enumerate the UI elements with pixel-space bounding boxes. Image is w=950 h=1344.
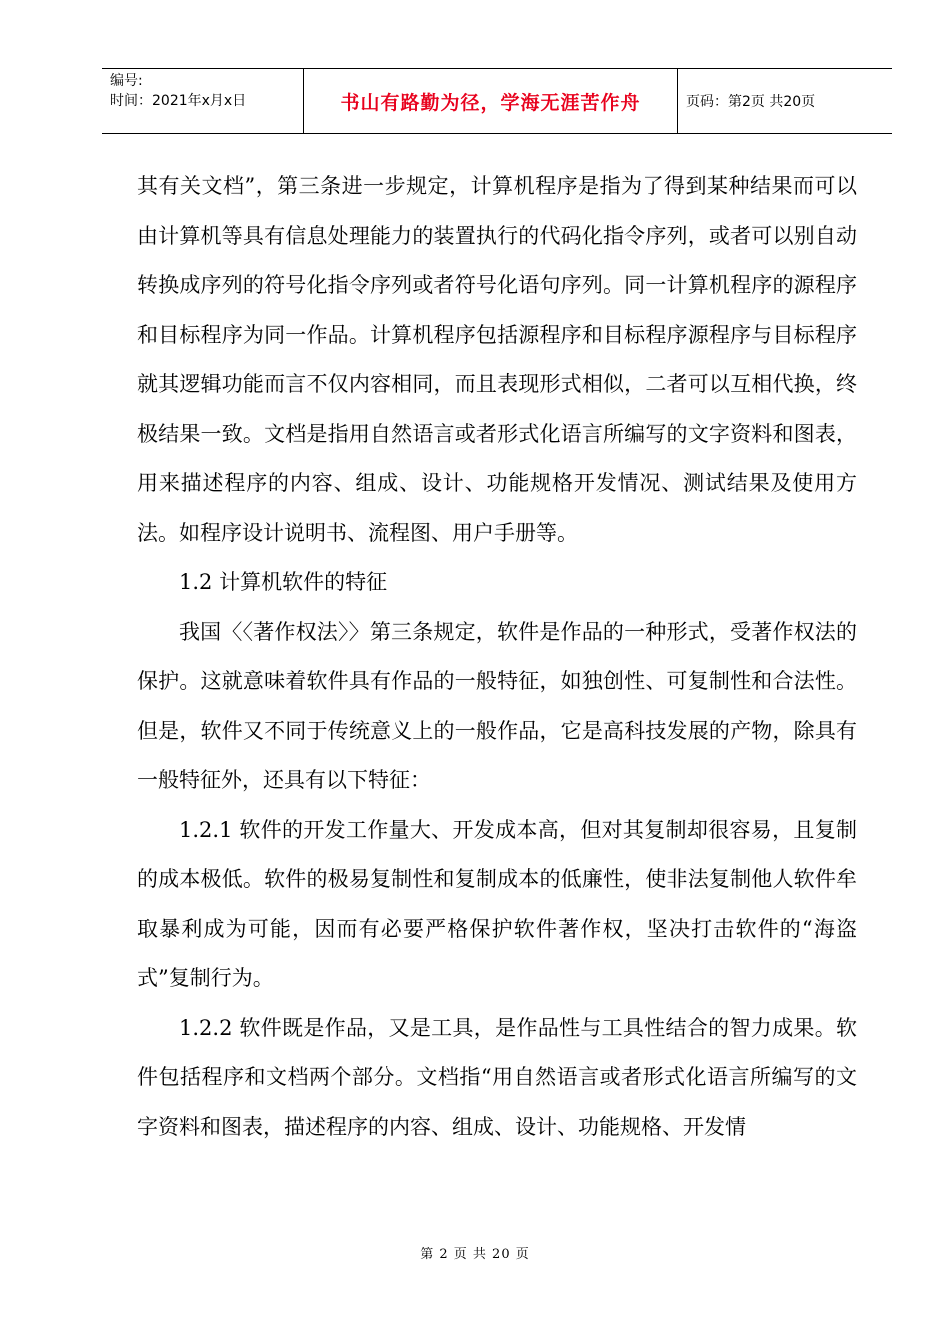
section-heading: 1.2 计算机软件的特征 xyxy=(179,570,388,594)
body-paragraph: 我国〈〈著作权法〉〉第三条规定，软件是作品的一种形式，受著作权法的保护。这就意味着软件具有作品的一般特征，如独创性、可复制性和合法性。但是，软件又不同于传统意义上的一般作品，它是高科技发展的产物，除具有一般特征外，还具有以下特征： xyxy=(137,619,857,792)
document-number-label: 编号: xyxy=(110,73,143,89)
body-paragraph: 1.2.1 软件的开发工作量大、开发成本高，但对其复制却很容易，且复制的成本极低。软件的极易复制性和复制成本的低廉性，使非法复制他人软件牟取暴利成为可能，因而有必要严格保护软件著作权，坚决打击软件的“海盗式”复制行为。 xyxy=(137,817,857,990)
body-paragraph: 1.2.2 软件既是作品，又是工具，是作品性与工具性结合的智力成果。软件包括程序和文档两个部分。文档指“用自然语言或者形式化语言所编写的文字资料和图表，描述程序的内容、组成、设计、功能规格、开发情 xyxy=(137,1015,857,1139)
document-body xyxy=(137,162,857,1152)
page-footer: 第 2 页 共 20 页 xyxy=(420,1247,530,1262)
page-header xyxy=(102,68,892,134)
body-paragraph: 其有关文档”，第三条进一步规定，计算机程序是指为了得到某种结果而可以由计算机等具有信息处理能力的装置执行的代码化指令序列，或者可以别自动转换成序列的符号化指令序列或者符号化语句序列。同一计算机程序的源程序和目标程序为同一作品。计算机程序包括源程序和目标程序源程序与目标程序就其逻辑功能而言不仅内容相同，而且表现形式相似，二者可以互相代换，终极结果一致。文档是指用自然语言或者形式化语言所编写的文字资料和图表，用来描述程序的内容、组成、设计、功能规格开发情况、测试结果及使用方法。如程序设计说明书、流程图、用户手册等。 xyxy=(137,174,857,545)
header-motto-cell xyxy=(304,69,678,133)
header-motto: 书山有路勤为径，学海无涯苦作舟 xyxy=(340,91,641,114)
header-page-info: 页码：第2页 共20页 xyxy=(686,94,816,110)
header-page-cell xyxy=(678,69,892,133)
header-meta-cell xyxy=(102,69,304,133)
document-time-label: 时间：2021年x月x日 xyxy=(110,93,247,109)
